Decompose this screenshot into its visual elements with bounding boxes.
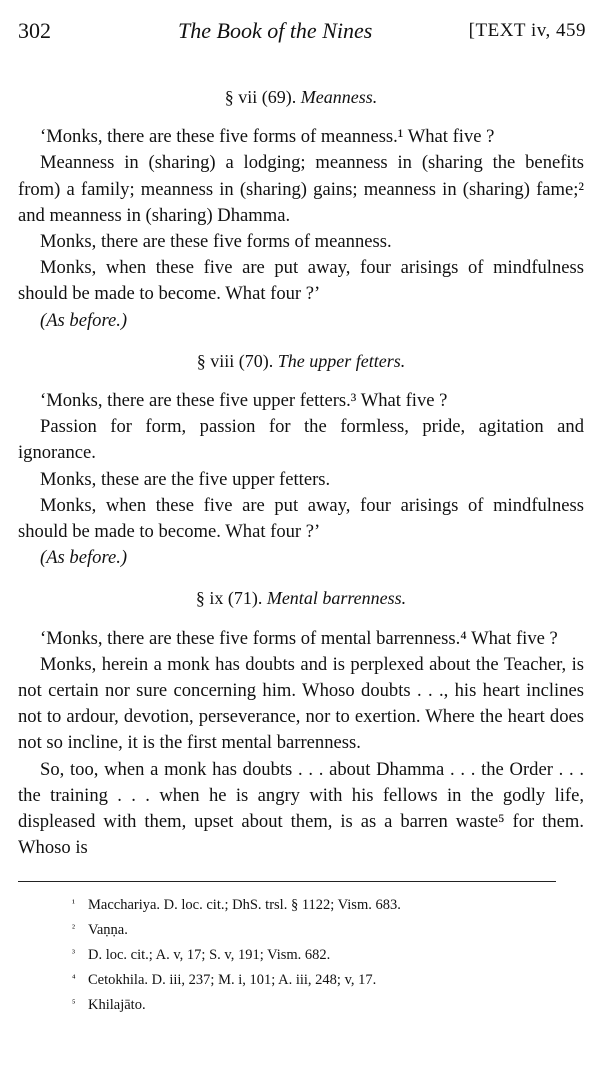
- section-heading: [18, 84, 584, 110]
- footnote-text: Cetokhila. D. iii, 237; M. i, 101; A. iii, 248; v, 17.: [88, 972, 377, 988]
- footnote-text: Vaṇṇa.: [88, 922, 128, 938]
- footnotes: [72, 892, 572, 1017]
- paragraph: So, too, when a monk has doubts . . . about Dhamma . . . the Order . . . the training . . . when he is angry with his fellows in the godly life, displeased with them, upset about them, is as a barren waste⁵ for them. Whoso is: [18, 758, 584, 859]
- footnote-divider: [18, 881, 556, 882]
- section-heading: [18, 585, 584, 611]
- paragraph: Monks, there are these five forms of meanness.: [40, 231, 392, 253]
- footnote-number: ²: [72, 923, 75, 934]
- footnote: [72, 892, 572, 917]
- running-title: The Book of the Nines: [178, 18, 373, 43]
- paragraph: Monks, these are the five upper fetters.: [40, 468, 331, 490]
- paragraph: ‘Monks, there are these five upper fetters.³ What five ?: [40, 390, 448, 412]
- paragraph: Meanness in (sharing) a lodging; meanness in (sharing the benefits from) a family; meanness in (sharing) gains; meanness in (sharing) fame;² and meanness in (sharing) Dhamma.: [18, 152, 584, 226]
- footnote: [72, 967, 572, 992]
- paragraph: ‘Monks, there are these five forms of mental barrenness.⁴ What five ?: [40, 627, 558, 649]
- footnote-number: ¹: [72, 898, 75, 909]
- page-number: 302: [18, 18, 51, 43]
- text-reference: [TEXT iv, 459: [468, 20, 586, 41]
- section-number: § ix (71).: [195, 588, 263, 609]
- paragraph: Monks, when these five are put away, four arisings of mindfulness should be made to become. What four ?’: [18, 257, 584, 305]
- footnote-number: ⁴: [72, 973, 76, 984]
- section-title: Meanness.: [300, 87, 378, 107]
- running-header: [18, 18, 586, 48]
- paragraph: Monks, herein a monk has doubts and is perplexed about the Teacher, is not certain nor sure concerning him. Whoso doubts . . ., his heart inclines not to ardour, devotion, perseverance, nor to exertion. Where the heart does not so incline, it is the first mental barrenness.: [18, 653, 584, 754]
- paragraph: Monks, when these five are put away, four arisings of mindfulness should be made to become. What four ?’: [18, 494, 584, 543]
- section-title: The upper fetters.: [277, 350, 406, 371]
- footnote: [72, 942, 572, 967]
- section-heading: [18, 348, 584, 374]
- paragraph: Passion for form, passion for the formless, pride, agitation and ignorance.: [18, 416, 584, 464]
- section-number: § viii (70).: [196, 350, 274, 371]
- footnote: [72, 992, 572, 1017]
- footnote: [72, 917, 572, 942]
- section-number: § vii (69).: [224, 87, 297, 107]
- footnote-number: ⁵: [72, 998, 76, 1009]
- as-before-note: (As before.): [40, 309, 128, 331]
- main-text: [18, 70, 584, 861]
- paragraph: ‘Monks, there are these five forms of meanness.¹ What five ?: [40, 126, 495, 148]
- section-title: Mental barrenness.: [266, 588, 407, 609]
- footnote-number: ³: [72, 948, 75, 959]
- as-before-note: (As before.): [40, 547, 128, 569]
- footnote-text: Macchariya. D. loc. cit.; DhS. trsl. § 1122; Vism. 683.: [88, 897, 401, 913]
- footnote-text: Khilajāto.: [88, 997, 146, 1013]
- footnote-text: D. loc. cit.; A. v, 17; S. v, 191; Vism. 682.: [88, 947, 331, 963]
